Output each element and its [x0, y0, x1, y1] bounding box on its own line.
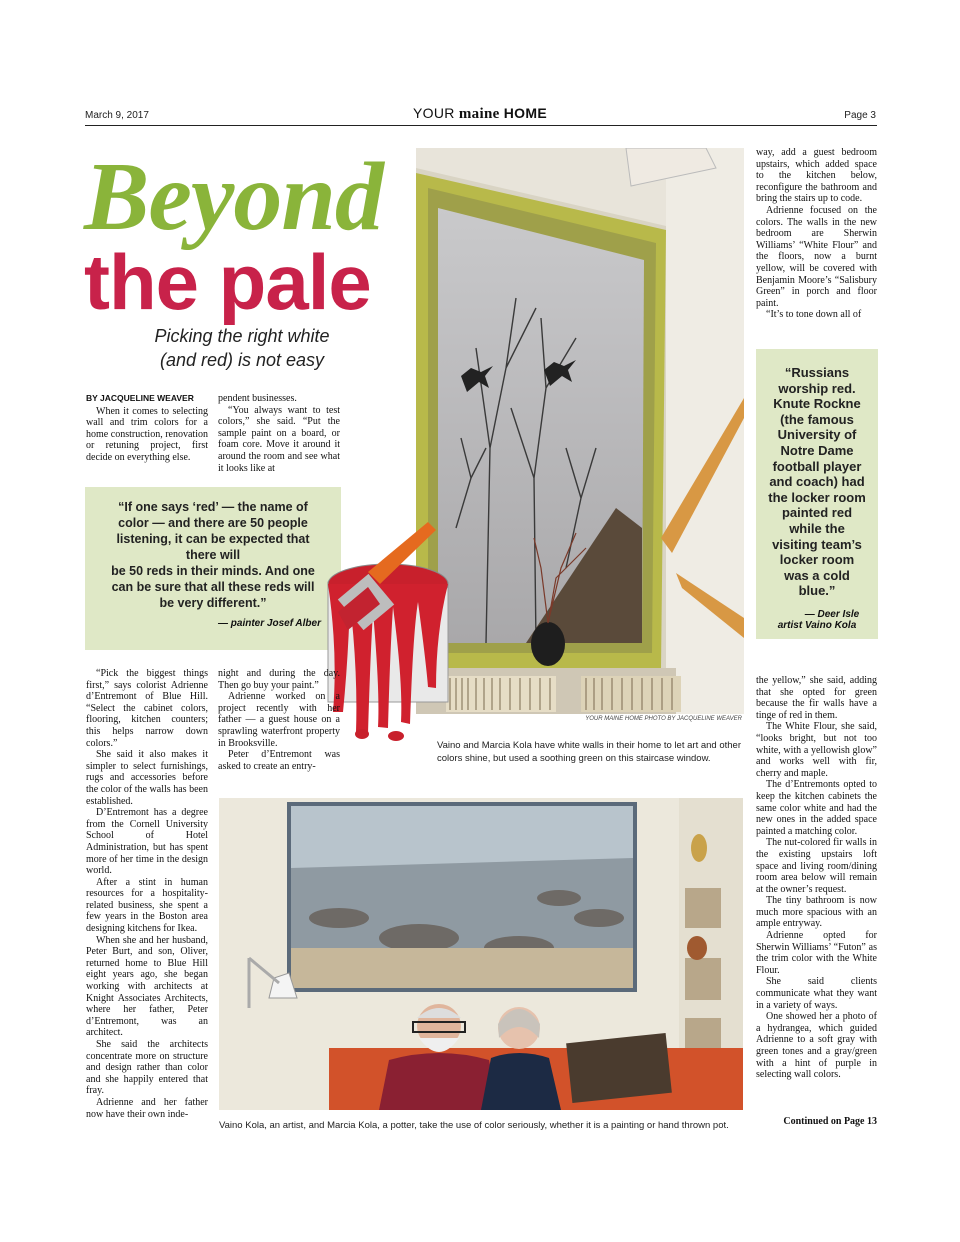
- pull-quote-kola: [756, 349, 878, 639]
- header-rule: [85, 125, 877, 126]
- paragraph: The White Flour, she said, “looks bright, but not too white, with a yellowish glow” and works well with fir, cherry and maple.: [756, 721, 877, 779]
- paragraph: She said the architects concentrate more on structure and design rather than color and she happily entered that fray.: [86, 1039, 208, 1097]
- subheadline-line1: Picking the right white: [154, 326, 330, 346]
- paragraph: “You always want to test colors,” she said. “Put the sample paint on a board, or foam core. Move it around it around the room and see what it looks like at: [218, 404, 340, 474]
- paragraph: Peter d’Entremont was asked to create an entry-: [218, 749, 340, 772]
- attribution-line2: artist Vaino Kola: [777, 620, 857, 631]
- pull-quote-text: “Russians worship red. Knute Rockne (the famous University of Notre Dame football player and coach) had the locker room painted red while the visiting team’s locker room was a cold blue.”: [768, 365, 866, 599]
- pull-quote-attribution: — painter Josef Alber: [218, 618, 321, 629]
- paragraph: She said it also makes it simpler to select furnishings, rugs and accessories before the color of the walls has been established.: [86, 749, 208, 807]
- paragraph: One showed her a photo of a hydrangea, which guided Adrienne to a soft gray with green tones and a gray/green with a hint of purple in selecting wall colors.: [756, 1011, 877, 1081]
- masthead: [0, 105, 960, 123]
- article-column-right-top: [756, 147, 877, 321]
- article-column-1-top: [86, 393, 208, 464]
- paragraph: When she and her husband, Peter Burt, and son, Oliver, returned home to Blue Hill eight years ago, she began working with architects at Knight Associates Architects, where her father, Peter d’Entremont, was an architect.: [86, 934, 208, 1039]
- page-number: Page 3: [844, 110, 876, 121]
- paragraph: Adrienne worked on a project recently with her father — a guest house on a sprawling waterfront property in Brooksville.: [218, 691, 340, 749]
- paragraph: Adrienne focused on the colors. The walls in the new bedroom are Sherwin Williams’ “White Flour” and the floors, now a burnt yellow, will be covered with Benjamin Moore’s “Salisbury Green” in porch and floor paint.: [756, 204, 877, 309]
- masthead-maine: maine: [458, 106, 500, 122]
- photo-caption-staircase: Vaino and Marcia Kola have white walls in their home to let art and other colors shine, but used a soothing green on this staircase window.: [437, 740, 741, 764]
- article-column-right-bottom: [756, 675, 877, 1081]
- article-column-2-top: [218, 393, 340, 474]
- paragraph: “It’s to tone down all of: [766, 309, 862, 321]
- headline-the-pale: the pale: [84, 238, 371, 326]
- paragraph: “Pick the biggest things first,” says colorist Adrienne d’Entremont of Blue Hill. “Select the cabinet colors, flooring, kitchen counters; this helps narrow down colors.”: [86, 668, 208, 749]
- photo-credit: YOUR MAINE HOME PHOTO BY JACQUELINE WEAVER: [585, 716, 742, 722]
- byline: BY JACQUELINE WEAVER: [86, 393, 194, 403]
- pull-quote-text-a: “If one says ‘red’ — the name of color — and there are 50 people listening, it can be expected that there will: [116, 500, 310, 562]
- subheadline: [84, 324, 400, 372]
- paragraph: She said clients communicate what they want in a variety of ways.: [756, 976, 877, 1011]
- paragraph: Adrienne opted for Sherwin Williams’ “Futon” as the trim color with the White Flour.: [756, 930, 877, 976]
- attribution-line1: — Deer Isle: [804, 609, 860, 620]
- paragraph: After a stint in human resources for a hospitality-related business, she spent a few years in the Boston area designing kitchens for Ikea.: [86, 876, 208, 935]
- article-column-1-bottom: [86, 668, 208, 1120]
- paragraph: D’Entremont has a degree from the Cornell University School of Hotel Administration, but has spent more of her time in the design world.: [86, 807, 208, 877]
- paragraph: The nut-colored fir walls in the existing upstairs loft space and living room/dining room area below will remain at the owner’s request.: [756, 837, 877, 895]
- issue-date: March 9, 2017: [85, 110, 149, 121]
- kola-couple-photo: [219, 798, 743, 1110]
- pull-quote-text: [85, 487, 341, 611]
- article-column-2-bottom: [218, 668, 340, 772]
- paragraph: When it comes to selecting wall and trim colors for a home construction, renovation or retuning project, first decide on everything else.: [86, 405, 208, 463]
- paragraph: way, add a guest bedroom upstairs, which added space to the kitchen below, reconfigure the bathroom and bring the stairs up to code.: [756, 147, 877, 205]
- staircase-window-photo: [416, 148, 744, 714]
- headline-beyond: Beyond: [84, 143, 383, 251]
- paragraph: the yellow,” she said, adding that she opted for green because the fir walls have a tinge of red in them.: [756, 675, 877, 721]
- paragraph: The d’Entremonts opted to keep the kitchen cabinets the same color white and had the new ones in the added space painted a matching color.: [756, 779, 877, 837]
- pull-quote-attribution: [756, 609, 878, 631]
- masthead-your: YOUR: [413, 105, 455, 121]
- pull-quote-alber: [85, 487, 341, 650]
- subheadline-line2: (and red) is not easy: [159, 350, 325, 370]
- paragraph: Adrienne and her father now have their own inde-: [86, 1096, 208, 1120]
- continued-line: Continued on Page 13: [783, 1116, 877, 1127]
- masthead-home: HOME: [503, 105, 547, 121]
- paragraph: night and during the day. Then go buy your paint.”: [218, 668, 340, 691]
- paragraph: The tiny bathroom is now much more spacious with an ample entryway.: [756, 895, 877, 930]
- paragraph: pendent businesses.: [218, 393, 297, 404]
- photo-caption-couple: Vaino Kola, an artist, and Marcia Kola, a potter, take the use of color seriously, whether it is a painting or hand thrown pot.: [219, 1120, 729, 1131]
- pull-quote-text-b: be 50 reds in their minds. And one can be sure that all these reds will be very different.”: [111, 564, 315, 610]
